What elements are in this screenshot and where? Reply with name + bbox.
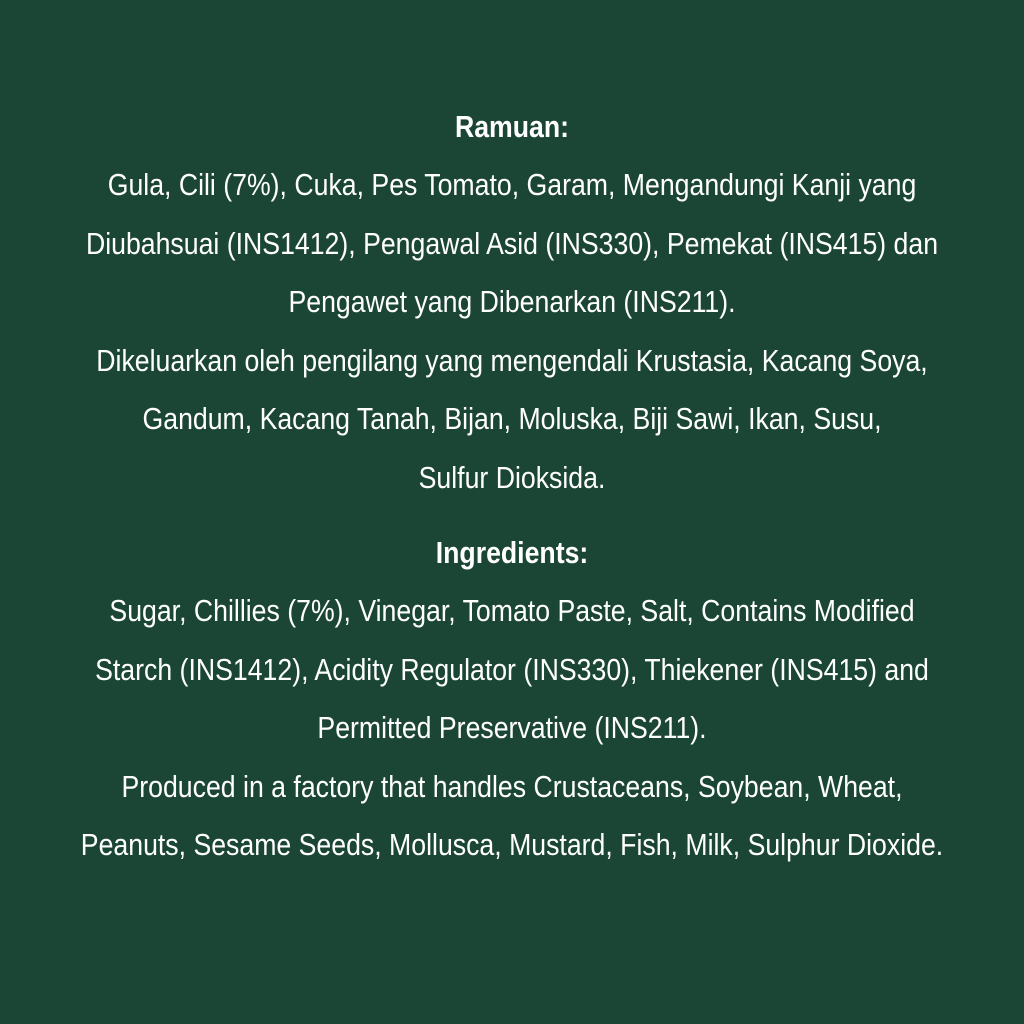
malay-line-5: Gandum, Kacang Tanah, Bijan, Moluska, Biji Sawi, Ikan, Susu, [142, 401, 882, 436]
malay-line-3: Pengawet yang Dibenarkan (INS211). [288, 284, 736, 319]
english-line-5: Peanuts, Sesame Seeds, Mollusca, Mustard, Fish, Milk, Sulphur Dioxide. [80, 827, 944, 862]
english-line-1: Sugar, Chillies (7%), Vinegar, Tomato Paste, Salt, Contains Modified [109, 593, 915, 628]
malay-line-4: Dikeluarkan oleh pengilang yang mengendali Krustasia, Kacang Soya, [96, 342, 928, 378]
malay-heading: Ramuan: [454, 109, 570, 144]
malay-line-2: Diubahsuai (INS1412), Pengawal Asid (INS330), Pemekat (INS415) dan [85, 225, 939, 261]
english-line-3: Permitted Preservative (INS211). [317, 710, 707, 745]
malay-line-6: Sulfur Dioksida. [418, 459, 606, 495]
malay-line-1: Gula, Cili (7%), Cuka, Pes Tomato, Garam, Mengandungi Kanji yang [107, 167, 917, 202]
english-line-2: Starch (INS1412), Acidity Regulator (INS330), Thiekener (INS415) and [95, 651, 929, 687]
english-heading: Ingredients: [435, 535, 589, 570]
malay-ingredients-section [0, 98, 1024, 507]
english-line-4: Produced in a factory that handles Crustaceans, Soybean, Wheat, [121, 768, 903, 804]
english-ingredients-section [0, 524, 1024, 875]
